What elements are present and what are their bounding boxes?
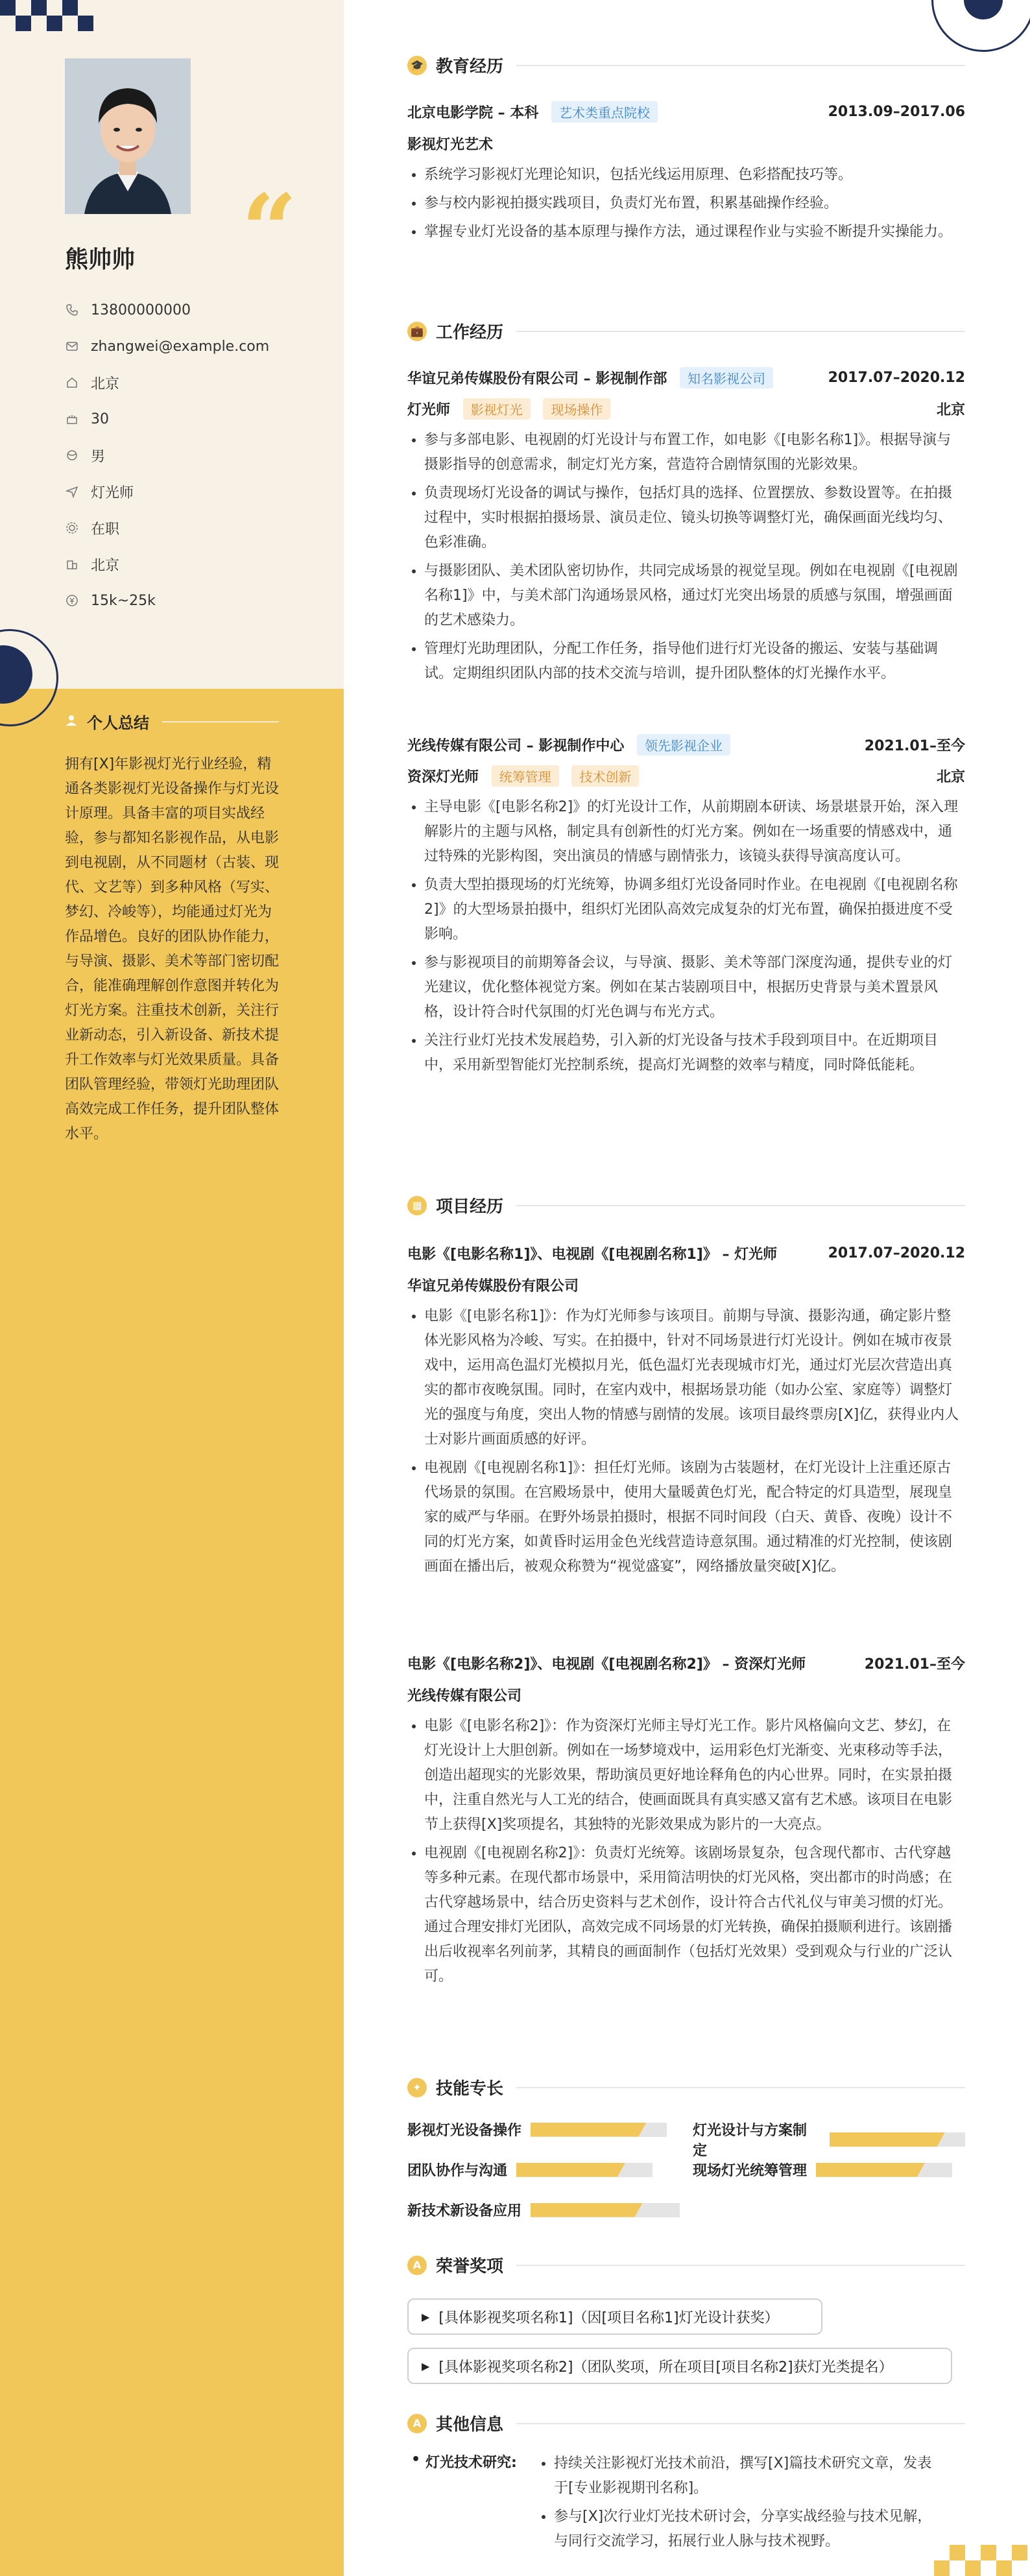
skill-bar [531,2203,680,2217]
skill-label: 影视灯光设备操作 [407,2123,522,2139]
list-item: • 参与校内影视拍摄实践项目，负责灯光布置，积累基础操作经验。 [424,191,965,216]
awards-heading [407,2253,965,2277]
divider [162,721,279,722]
work-city: 北京 [936,769,965,785]
work-tag: 技术创新 [571,765,639,787]
list-item: • 电视剧《[电视剧名称2]》：负责灯光统筹。该剧场景复杂，包含现代都市、古代穿越等多种元素。在现代都市场景中，采用简洁明快的灯光风格，突出都市的时尚感；在古代穿越场景中，结合历史资料与艺术创作，设计符合古代礼仪与审美习惯的灯光。通过合理安排灯光团队，高效完成不同场景的灯光转换，确保拍摄顺利进行。该剧播出后收视率名列前茅，其精良的画面制作（包括灯光效果）受到观众与行业的广泛认可。 [424,1841,965,1989]
salary-row [65,582,324,619]
project-heading [407,1193,965,1217]
project-company: 光线传媒有限公司 [407,1688,522,1704]
project-name: 电影《[电影名称1]》、电视剧《[电视剧名称1]》 – 灯光师 [407,1246,778,1263]
work-title: 工作经历 [436,323,504,342]
status-icon [65,521,79,535]
other-title: 其他信息 [436,2415,504,2435]
play-icon: ▶ [422,2359,430,2372]
education-bullets [407,163,965,244]
status-text: 在职 [91,521,120,538]
education-heading [407,53,965,77]
status-row [65,510,324,546]
award-text: [具体影视奖项名称2]（团队奖项，所在项目[项目名称2]获灯光类提名） [438,2359,893,2376]
education-period: 2013.09–2017.06 [828,103,965,120]
work-period: 2021.01–至今 [864,737,965,754]
project-entry-1 [407,1240,965,1583]
education-tag: 艺术类重点院校 [551,101,658,123]
mail-icon [65,339,79,353]
phone-row [65,292,324,328]
list-item: • 电影《[电影名称2]》：作为资深灯光师主导灯光工作。影片风格偏向文艺、梦幻，在灯光设计上大胆创新。例如在一场梦境戏中，运用彩色灯光渐变、光束移动等手法，创造出超现实的光影效果，帮助演员更好地诠释角色的内心世界。同时，在实景拍摄中，注重自然光与人工光的结合，使画面既具有真实感又富有艺术感。该项目在电影节上获得[X]奖项提名，其独特的光影效果成为影片的一大亮点。 [424,1714,965,1837]
city-icon [65,557,79,571]
phone-icon [65,303,79,317]
skill-bar [531,2123,667,2137]
skill-bar-fill [516,2163,625,2177]
skill-bar [816,2163,952,2177]
project-company: 华谊兄弟传媒股份有限公司 [407,1278,579,1294]
work-tag: 统筹管理 [492,765,559,787]
education-school-line [407,101,658,123]
skill-bar-fill [531,2203,643,2217]
divider [516,331,965,332]
project-bullets [407,1304,965,1579]
skill-bar-fill [531,2123,647,2137]
info-icon: A [407,2414,427,2433]
work-city: 北京 [936,401,965,418]
list-item: • 负责现场灯光设备的调试与操作，包括灯具的选择、位置摆放、参数设置等。在拍摄过程中，实时根据拍摄场景、演员走位、镜头切换等调整灯光，确保画面光线均匀、色彩准确。 [424,481,965,555]
project-bullets [407,1714,965,1989]
list-item: • 掌握专业灯光设备的基本原理与操作方法，通过课程作业与实验不断提升实操能力。 [424,220,965,244]
skills-heading [407,2075,965,2099]
checker-decoration-bottom [934,2545,1030,2576]
divider [516,65,965,66]
other-info [407,2451,965,2558]
divider [516,2423,965,2424]
work-company-tag: 知名影视公司 [680,367,773,388]
divider [516,2087,965,2088]
work-entry-1 [407,364,965,690]
other-label: 灯光技术研究: [425,2455,517,2471]
skill-label: 团队协作与沟通 [407,2163,508,2179]
salary-icon [65,593,79,608]
age-icon [65,412,79,426]
list-item: • 系统学习影视灯光理论知识，包括光线运用原理、色彩搭配技巧等。 [424,163,965,187]
skill-item [693,2160,952,2180]
list-item: • 电影《[电影名称1]》：作为灯光师参与该项目。前期与导演、摄影沟通，确定影片整体光影风格为冷峻、写实。在拍摄中，针对不同场景进行灯光设计。例如在城市夜景戏中，运用高色温灯光模拟月光，低色温灯光表现城市灯光，通过灯光层次营造出真实的都市夜晚氛围。同时，在室内戏中，根据场景功能（如办公室、家庭等）调整灯光的强度与角度，突出人物的情感与剧情的发展。该项目最终票房[X]亿，获得业内人士对影片画面质感的好评。 [424,1304,965,1452]
skill-label: 新技术新设备应用 [407,2203,522,2219]
skill-bar-fill [816,2163,925,2177]
work-company: 华谊兄弟传媒股份有限公司 – 影视制作部 [407,370,667,387]
email-text[interactable]: zhangwei@example.com [91,338,270,355]
summary-text: 拥有[X]年影视灯光行业经验，精通各类影视灯光设备操作与灯光设计原理。具备丰富的项目实战经验，参与都知名影视作品，从电影到电视剧，从不同题材（古装、现代、文艺等）到多种风格（写实、梦幻、冷峻等），均能通过灯光为作品增色。良好的团队协作能力，与导演、摄影、美术等部门密切配合，能准确理解创作意图并转化为灯光方案。注重技术创新，关注行业新动态，引入新设备、新技术提升工作效率与灯光效果质量。具备团队管理经验，带领灯光助理团队高效完成工作任务，提升团队整体水平。 [65,756,280,1142]
home-icon [65,376,79,390]
list-item: • 关注行业灯光技术发展趋势，引入新的灯光设备与技术手段到项目中。在近期项目中，采用新型智能灯光控制系统，提高灯光调整的效率与精度，同时降低能耗。 [424,1029,965,1078]
summary-heading [65,710,279,733]
checker-decoration [0,0,104,31]
education-major: 影视灯光艺术 [407,137,494,153]
list-item: • 与摄影团队、美术团队密切协作，共同完成场景的视觉呈现。例如在电视剧《[电视剧名称1]》中，与美术部门沟通场景风格，通过灯光突出场景的质感与氛围，增强画面的艺术感染力。 [424,559,965,633]
skill-item [407,2160,653,2180]
skill-icon: ✦ [407,2078,427,2097]
gender-text: 男 [91,448,106,465]
work-company-tag: 领先影视企业 [637,734,730,756]
list-item: • 电视剧《[电视剧名称1]》：担任灯光师。该剧为古装题材，在灯光设计上注重还原古代场景的氛围。在宫殿场景中，使用大量暖黄色灯光，配合特定的灯具造型，展现皇家的威严与华丽。在野外场景拍摄时，根据不同时间段（白天、黄昏、夜晚）设计不同的灯光方案，如黄昏时运用金色光线营造诗意氛围。通过精准的灯光控制，使该剧画面在播出后，被观众称赞为“视觉盛宴”，网络播放量突破[X]亿。 [424,1456,965,1579]
gender-row [65,437,324,473]
skill-label: 灯光设计与方案制定 [693,2123,808,2159]
education-title: 教育经历 [436,57,504,77]
award-item [407,2348,952,2384]
other-heading [407,2411,965,2435]
contact-info [65,292,324,619]
play-icon: ▶ [422,2310,430,2323]
award-item [407,2298,822,2335]
skills-title: 技能专长 [436,2079,504,2099]
job-text: 灯光师 [91,484,134,501]
project-title: 项目经历 [436,1197,504,1217]
project-icon: ▦ [407,1196,427,1215]
bullet-dot: • [411,2451,421,2468]
list-item: • 参与多部电影、电视剧的灯光设计与布置工作，如电影《[电影名称1]》。根据导演与摄影指导的创意需求，制定灯光方案，营造符合剧情氛围的光影效果。 [424,428,965,477]
work-icon: 💼 [407,322,427,341]
other-bullets [537,2451,939,2558]
list-item: • 参与影视项目的前期筹备会议，与导演、摄影、美术等部门深度沟通，提供专业的灯光建议，优化整体视觉方案。例如在某古装剧项目中，根据历史背景与美术置景风格，设计符合时代氛围的灯光色调与布光方式。 [424,951,965,1025]
skill-bar [516,2163,653,2177]
list-item: • 管理灯光助理团队，分配工作任务，指导他们进行灯光设备的搬运、安装与基础调试。定期组织团队内部的技术交流与培训，提升团队整体的灯光操作水平。 [424,637,965,686]
list-item: • 主导电影《[电影名称2]》的灯光设计工作，从前期剧本研读、场景堪景开始，深入理解影片的主题与风格，制定具有创新性的灯光方案。例如在一场重要的情感戏中，通过特殊的光影构图，突出演员的情感与剧情张力，该镜头获得导演高度认可。 [424,795,965,869]
target-city-row [65,546,324,582]
awards-title: 荣誉奖项 [436,2257,504,2276]
award-icon: A [407,2256,427,2275]
salary-text: 15k~25k [91,592,156,609]
location-row [65,364,324,401]
work-period: 2017.07–2020.12 [828,369,965,386]
location-text: 北京 [91,376,120,392]
skill-label: 现场灯光统筹管理 [693,2163,808,2179]
work-heading [407,319,965,343]
quote-mark-icon: “ [241,173,298,287]
skill-item [693,2119,965,2160]
work-tag: 影视灯光 [463,398,531,420]
avatar [65,58,191,214]
project-entry-2 [407,1650,965,1993]
phone-text[interactable]: 13800000000 [91,302,191,318]
target-city-text: 北京 [91,557,120,574]
list-item: • 负责大型拍摄现场的灯光统筹，协调多组灯光设备同时作业。在电视剧《[电视剧名称2]》的大型场景拍摄中，组织灯光团队高效完成复杂的灯光布置，确保拍摄进度不受影响。 [424,873,965,947]
divider [516,1205,965,1206]
work-company: 光线传媒有限公司 – 影视制作中心 [407,737,625,754]
person-icon [65,713,78,731]
list-item: • 持续关注影视灯光技术前沿，撰写[X]篇技术研究文章，发表于[专业影视期刊名称]。 [554,2451,939,2501]
skill-bar-fill [830,2132,945,2147]
gender-icon [65,448,79,462]
summary-title: 个人总结 [87,714,149,732]
skill-item [407,2119,667,2140]
project-period: 2017.07–2020.12 [828,1245,965,1261]
work-entry-2 [407,732,965,1082]
age-text: 30 [91,411,109,427]
education-entry [407,99,965,248]
work-role: 资深灯光师 [407,769,479,785]
project-name: 电影《[电影名称2]》、电视剧《[电视剧名称2]》 – 资深灯光师 [407,1656,806,1673]
age-row [65,401,324,437]
profile-name: 熊帅帅 [65,246,136,273]
work-bullets [407,795,965,1078]
work-tag: 现场操作 [543,398,610,420]
email-row [65,328,324,364]
job-icon [65,484,79,499]
skill-item [407,2200,680,2220]
award-text: [具体影视奖项名称1]（因[项目名称1]灯光设计获奖） [438,2309,779,2326]
job-row [65,473,324,510]
divider [516,2265,965,2266]
work-role: 灯光师 [407,401,451,418]
education-school: 北京电影学院 – 本科 [407,104,539,121]
project-period: 2021.01–至今 [864,1656,965,1673]
education-icon: 🎓 [407,56,427,75]
list-item: • 参与[X]次行业灯光技术研讨会，分享实战经验与技术见解，与同行交流学习，拓展行业人脉与技术视野。 [554,2505,939,2554]
skill-bar [830,2132,965,2147]
work-bullets [407,428,965,686]
